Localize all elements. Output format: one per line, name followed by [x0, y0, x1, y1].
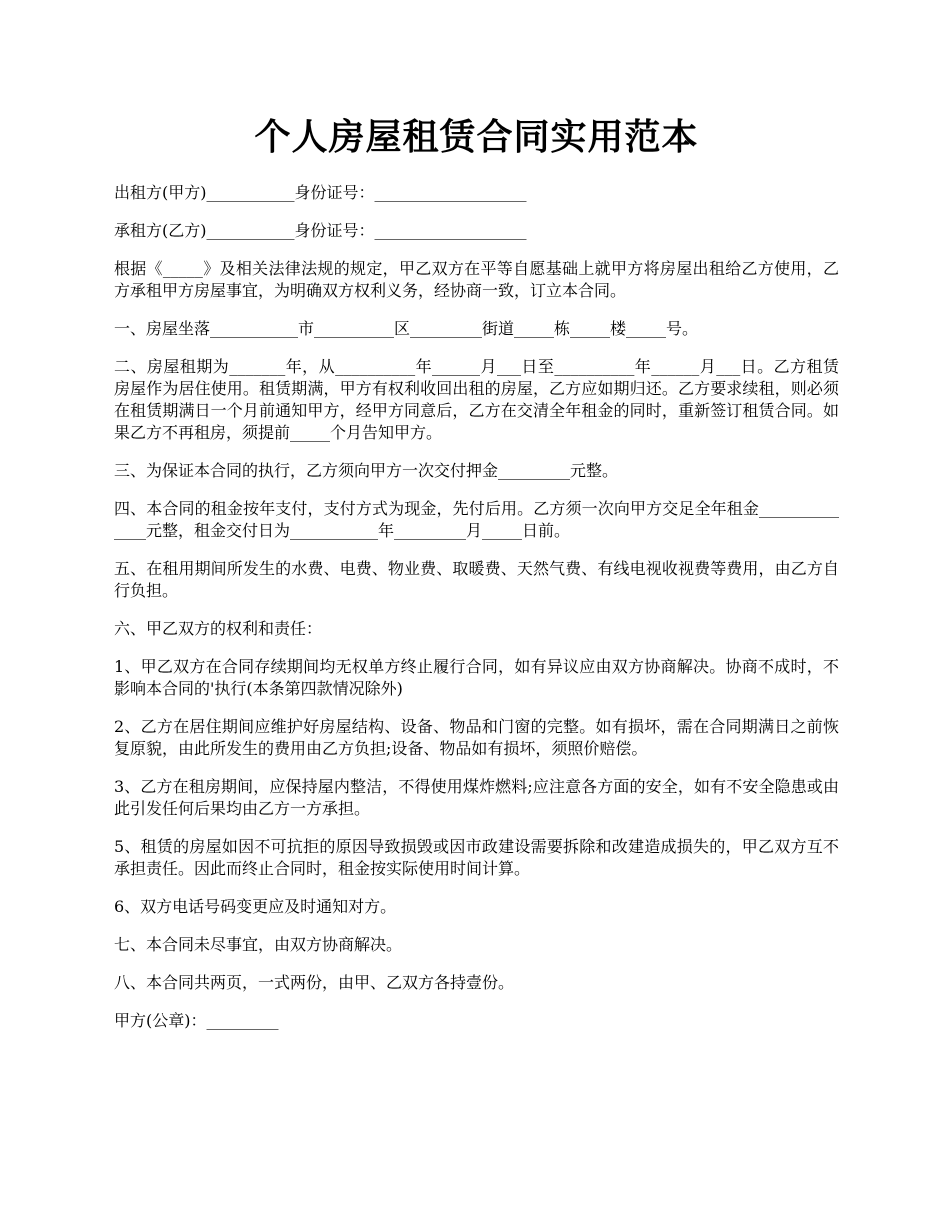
lessee-line: 承租方(乙方)___________身份证号：___________________ — [114, 221, 527, 240]
clause-4-rent: 四、本合同的租金按年支付，支付方式为现金，先付后用。乙方须一次向甲方交足全年租金______________元整，租金交付日为___________年_________月_____日前。 — [114, 499, 839, 540]
clause-6-item-5: 5、租赁的房屋如因不可抗拒的原因导致损毁或因市政建设需要拆除和改建造成损失的，甲乙双方互不承担责任。因此而终止合同时，租金按实际使用时间计算。 — [114, 837, 839, 878]
party-a-seal-line: 甲方(公章)：_________ — [114, 1011, 279, 1030]
clause-5-fees: 五、在租用期间所发生的水费、电费、物业费、取暖费、天然气费、有线电视收视费等费用，由乙方自行负担。 — [114, 559, 839, 600]
clause-6-item-3: 3、乙方在租房期间，应保持屋内整洁，不得使用煤炸燃料;应注意各方面的安全，如有不安全隐患或由此引发任何后果均由乙方一方承担。 — [114, 777, 839, 818]
clause-6-item-6: 6、双方电话号码变更应及时通知对方。 — [114, 897, 397, 916]
document-page — [114, 112, 839, 1048]
lessor-line: 出租方(甲方)___________身份证号：___________________ — [114, 183, 527, 202]
clause-6-item-1: 1、甲乙双方在合同存续期间均无权单方终止履行合同，如有异议应由双方协商解决。协商不成时，不影响本合同的'执行(本条第四款情况除外) — [114, 657, 839, 698]
clause-7: 七、本合同未尽事宜，由双方协商解决。 — [114, 935, 403, 954]
clause-6-heading: 六、甲乙双方的权利和责任： — [114, 619, 323, 638]
clause-8: 八、本合同共两页，一式两份，由甲、乙双方各持壹份。 — [114, 973, 515, 992]
preamble-paragraph: 根据《_____》及相关法律法规的规定，甲乙双方在平等自愿基础上就甲方将房屋出租给乙方使用，乙方承租甲方房屋事宜，为明确双方权利义务，经协商一致，订立本合同。 — [114, 259, 839, 300]
clause-2-term: 二、房屋租期为_______年，从__________年______月___日至__________年______月___日。乙方租赁房屋作为居住使用。租赁期满，甲方有权利收回出租的房屋，乙方应如期归还。乙方要求续租，则必须在租赁期满日一个月前通知甲方，经甲方同意后，乙方在交清全年租金的同时，重新签订租赁合同。如果乙方不再租房，须提前_____个月告知甲方。 — [114, 357, 839, 442]
clause-1-location: 一、房屋坐落___________市__________区_________街道_____栋_____楼_____号。 — [114, 319, 699, 338]
clause-6-item-2: 2、乙方在居住期间应维护好房屋结构、设备、物品和门窗的完整。如有损坏，需在合同期满日之前恢复原貌，由此所发生的费用由乙方负担;设备、物品如有损坏，须照价赔偿。 — [114, 717, 839, 758]
clause-3-deposit: 三、为保证本合同的执行，乙方须向甲方一次交付押金_________元整。 — [114, 461, 619, 480]
document-title: 个人房屋租赁合同实用范本 — [254, 116, 699, 158]
